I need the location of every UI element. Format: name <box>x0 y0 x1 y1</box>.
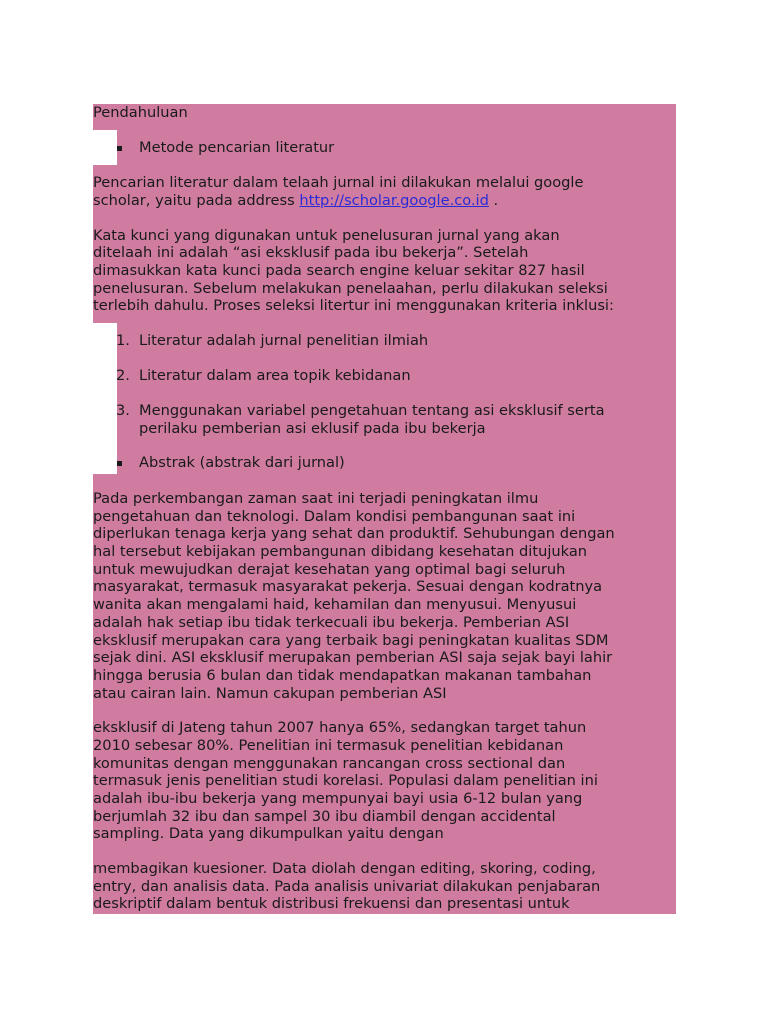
paragraph-3-line: hingga berusia 6 bulan dan tidak mendapatkan makanan tambahan <box>93 667 592 684</box>
paragraph-2-line: terlebih dahulu. Proses seleksi litertur ini menggunakan kriteria inklusi: <box>93 297 614 314</box>
square-bullet-icon <box>117 146 122 151</box>
paragraph-1-text: scholar, yaitu pada address <box>93 192 300 209</box>
paragraph-2-line: ditelaah ini adalah “asi eksklusif pada ibu bekerja”. Setelah <box>93 244 529 261</box>
paragraph-2-line: Kata kunci yang digunakan untuk penelusuran jurnal yang akan <box>93 227 560 244</box>
paragraph-4-line: eksklusif di Jateng tahun 2007 hanya 65%, sedangkan target tahun <box>93 719 587 736</box>
paragraph-2-line: dimasukkan kata kunci pada search engine keluar sekitar 827 hasil <box>93 262 585 279</box>
paragraph-4-line: 2010 sebesar 80%. Penelitian ini termasuk penelitian kebidanan <box>93 737 564 754</box>
square-bullet-icon <box>117 461 122 466</box>
paragraph-3-line: atau cairan lain. Namun cakupan pemberian ASI <box>93 685 447 702</box>
bullet-item-abstrak: Abstrak (abstrak dari jurnal) <box>139 454 345 471</box>
paragraph-4-line: termasuk jenis penelitian studi korelasi. Populasi dalam penelitian ini <box>93 772 598 789</box>
paragraph-3-line: adalah hak setiap ibu tidak terkecuali ibu bekerja. Pemberian ASI <box>93 614 570 631</box>
paragraph-5-line: entry, dan analisis data. Pada analisis univariat dilakukan penjabaran <box>93 878 601 895</box>
scholar-link[interactable]: http://scholar.google.co.id <box>299 192 489 209</box>
paragraph-1-line-1: Pencarian literatur dalam telaah jurnal ini dilakukan melalui google <box>93 174 584 191</box>
section-heading: Pendahuluan <box>93 104 188 121</box>
list-number: 2. <box>116 367 130 384</box>
paragraph-4-line: adalah ibu-ibu bekerja yang mempunyai bayi usia 6-12 bulan yang <box>93 790 583 807</box>
paragraph-3-line: diperlukan tenaga kerja yang sehat dan produktif. Sehubungan dengan <box>93 525 615 542</box>
paragraph-3-line: hal tersebut kebijakan pembangunan dibidang kesehatan ditujukan <box>93 543 588 560</box>
paragraph-4-line: sampling. Data yang dikumpulkan yaitu dengan <box>93 825 444 842</box>
paragraph-4-line: berjumlah 32 ibu dan sampel 30 ibu diambil dengan accidental <box>93 808 556 825</box>
paragraph-3-line: eksklusif merupakan cara yang terbaik bagi peningkatan kualitas SDM <box>93 632 609 649</box>
paragraph-4-line: komunitas dengan menggunakan rancangan cross sectional dan <box>93 755 566 772</box>
paragraph-1-end: . <box>488 192 499 209</box>
list-number: 3. <box>116 402 130 419</box>
list-item: Menggunakan variabel pengetahuan tentang asi eksklusif serta <box>139 402 605 419</box>
paragraph-5-line: membagikan kuesioner. Data diolah dengan editing, skoring, coding, <box>93 860 596 877</box>
paragraph-3-line: sejak dini. ASI eksklusif merupakan pemberian ASI saja sejak bayi lahir <box>93 649 613 666</box>
paragraph-3-line: Pada perkembangan zaman saat ini terjadi peningkatan ilmu <box>93 490 539 507</box>
list-number: 1. <box>116 332 130 349</box>
list-item: Literatur dalam area topik kebidanan <box>139 367 411 384</box>
paragraph-1-line-2 <box>93 192 498 210</box>
bullet-item-metode: Metode pencarian literatur <box>139 139 335 156</box>
paragraph-5-line: deskriptif dalam bentuk distribusi frekuensi dan presentasi untuk <box>93 895 570 912</box>
paragraph-3-line: wanita akan mengalami haid, kehamilan dan menyusui. Menyusui <box>93 596 577 613</box>
paragraph-2-line: penelusuran. Sebelum melakukan penelaahan, perlu dilakukan seleksi <box>93 280 608 297</box>
paragraph-3-line: pengetahuan dan teknologi. Dalam kondisi pembangunan saat ini <box>93 508 576 525</box>
paragraph-3-line: untuk mewujudkan derajat kesehatan yang optimal bagi seluruh <box>93 561 566 578</box>
list-item: Literatur adalah jurnal penelitian ilmiah <box>139 332 429 349</box>
paragraph-3-line: masyarakat, termasuk masyarakat pekerja. Sesuai dengan kodratnya <box>93 578 603 595</box>
list-item-continuation: perilaku pemberian asi eklusif pada ibu bekerja <box>139 420 486 437</box>
